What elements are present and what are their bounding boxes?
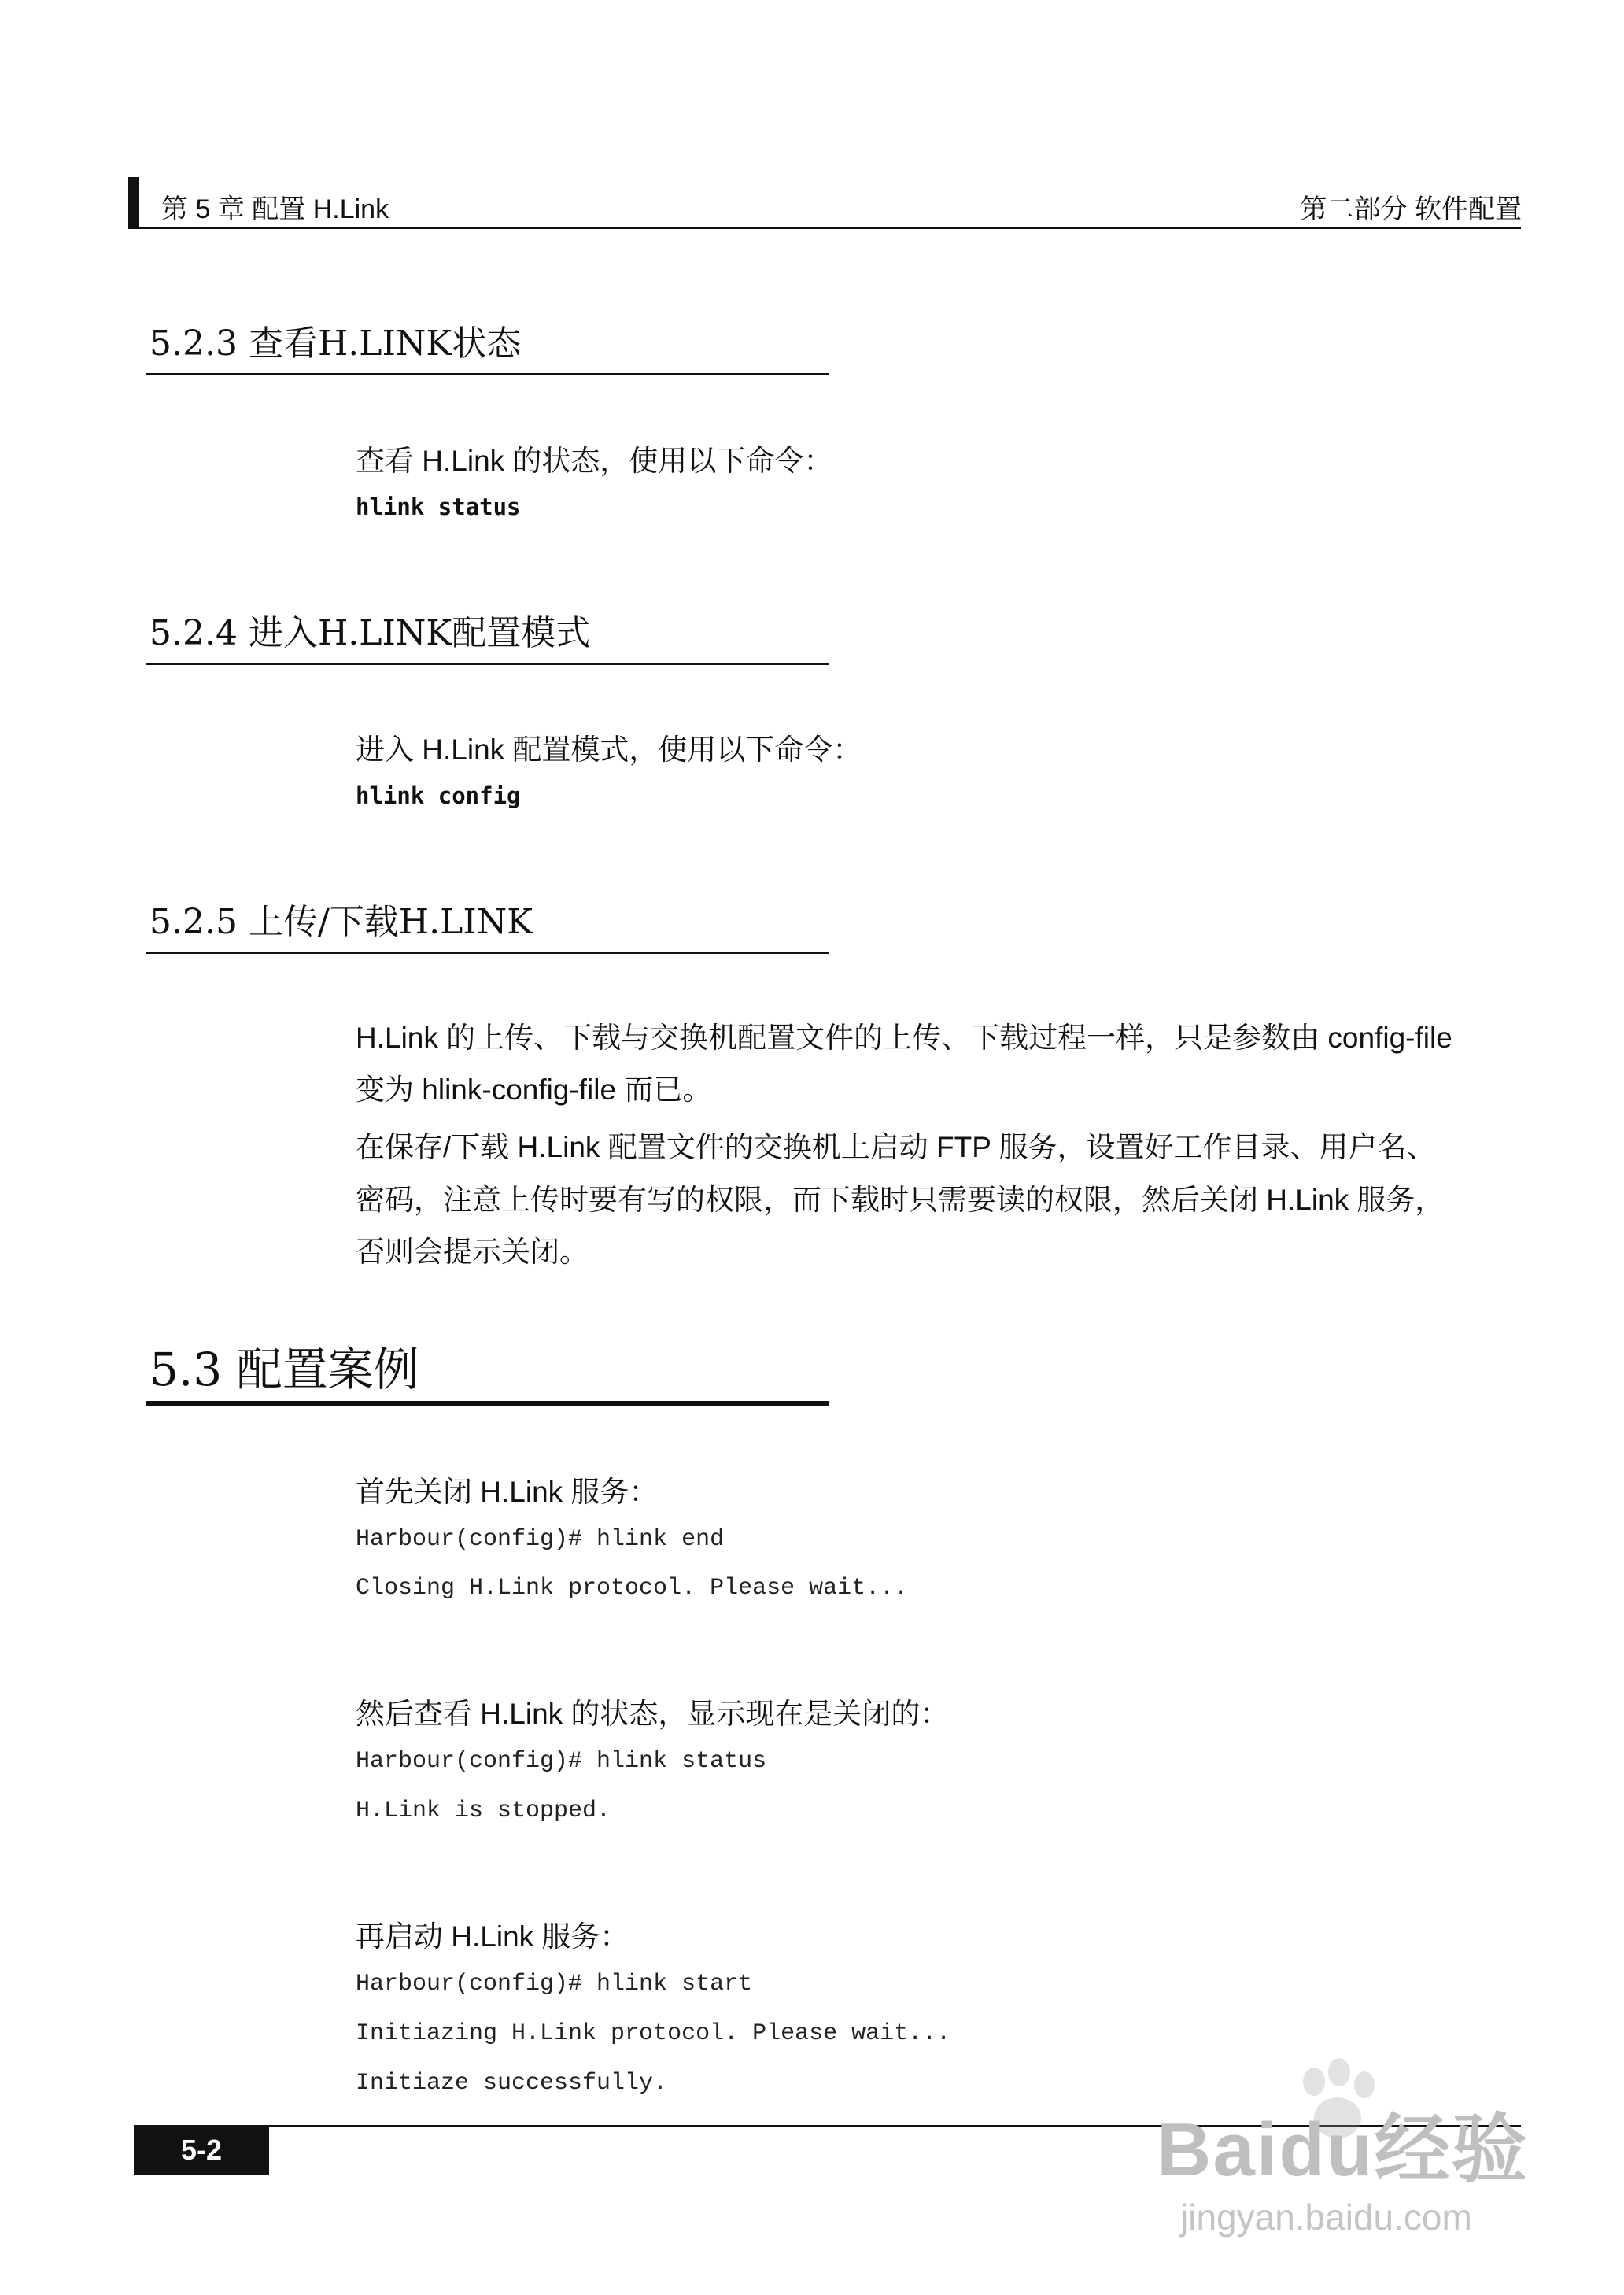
step-2-code-line-2: H.Link is stopped. xyxy=(356,1798,611,1824)
section-5-2-4-rule xyxy=(146,663,829,665)
section-5-3-rule xyxy=(146,1401,829,1406)
section-5-2-4-command: hlink config xyxy=(356,782,521,809)
section-5-2-5-paragraph-1-line-1: H.Link 的上传、下载与交换机配置文件的上传、下载过程一样，只是参数由 config-file xyxy=(356,1022,1452,1054)
header-part-title: 第二部分 软件配置 xyxy=(1300,194,1522,224)
section-5-2-3-command: hlink status xyxy=(356,493,521,520)
section-5-2-3-rule xyxy=(146,373,829,375)
step-3-code-line-3: Initiaze successfully. xyxy=(356,2070,668,2097)
section-5-2-5-paragraph-2-line-2: 密码，注意上传时要有写的权限，而下载时只需要读的权限，然后关闭 H.Link 服务， xyxy=(356,1184,1445,1216)
watermark-brand: Baidu经验 xyxy=(1157,2108,1529,2192)
section-5-2-4-description: 进入 H.Link 配置模式，使用以下命令： xyxy=(356,734,862,766)
section-5-3-title: 5.3 配置案例 xyxy=(149,1343,419,1396)
section-5-2-5-title: 5.2.5 上传/下载H.LINK xyxy=(149,902,533,942)
section-5-2-3-description: 查看 H.Link 的状态，使用以下命令： xyxy=(356,445,833,477)
section-5-2-5-paragraph-2-line-3: 否则会提示关闭。 xyxy=(356,1236,589,1268)
step-3-code-line-1: Harbour(config)# hlink start xyxy=(356,1971,753,1998)
page-number: 5-2 xyxy=(180,2134,223,2166)
header-rule xyxy=(128,227,1521,229)
watermark-url: jingyan.baidu.com xyxy=(1180,2197,1472,2238)
step-2-description: 然后查看 H.Link 的状态，显示现在是关闭的： xyxy=(356,1698,950,1730)
section-5-2-5-paragraph-2-line-1: 在保存/下载 H.Link 配置文件的交换机上启动 FTP 服务，设置好工作目录、用户名、 xyxy=(356,1131,1436,1163)
step-1-code-line-1: Harbour(config)# hlink end xyxy=(356,1526,725,1553)
section-5-2-4-title: 5.2.4 进入H.LINK配置模式 xyxy=(149,613,591,653)
header-marker-bar xyxy=(128,177,139,229)
section-5-2-5-paragraph-1-line-2: 变为 hlink-config-file 而已。 xyxy=(356,1074,712,1106)
step-1-code-line-2: Closing H.Link protocol. Please wait... xyxy=(356,1575,909,1602)
step-3-description: 再启动 H.Link 服务： xyxy=(356,1920,629,1953)
section-5-2-5-rule xyxy=(146,952,829,954)
section-5-2-3-title: 5.2.3 查看H.LINK状态 xyxy=(149,323,522,364)
step-1-description: 首先关闭 H.Link 服务： xyxy=(356,1476,659,1508)
step-3-code-line-2: Initiazing H.Link protocol. Please wait... xyxy=(356,2020,951,2047)
step-2-code-line-1: Harbour(config)# hlink status xyxy=(356,1748,767,1775)
header-chapter-title: 第 5 章 配置 H.Link xyxy=(161,194,389,224)
